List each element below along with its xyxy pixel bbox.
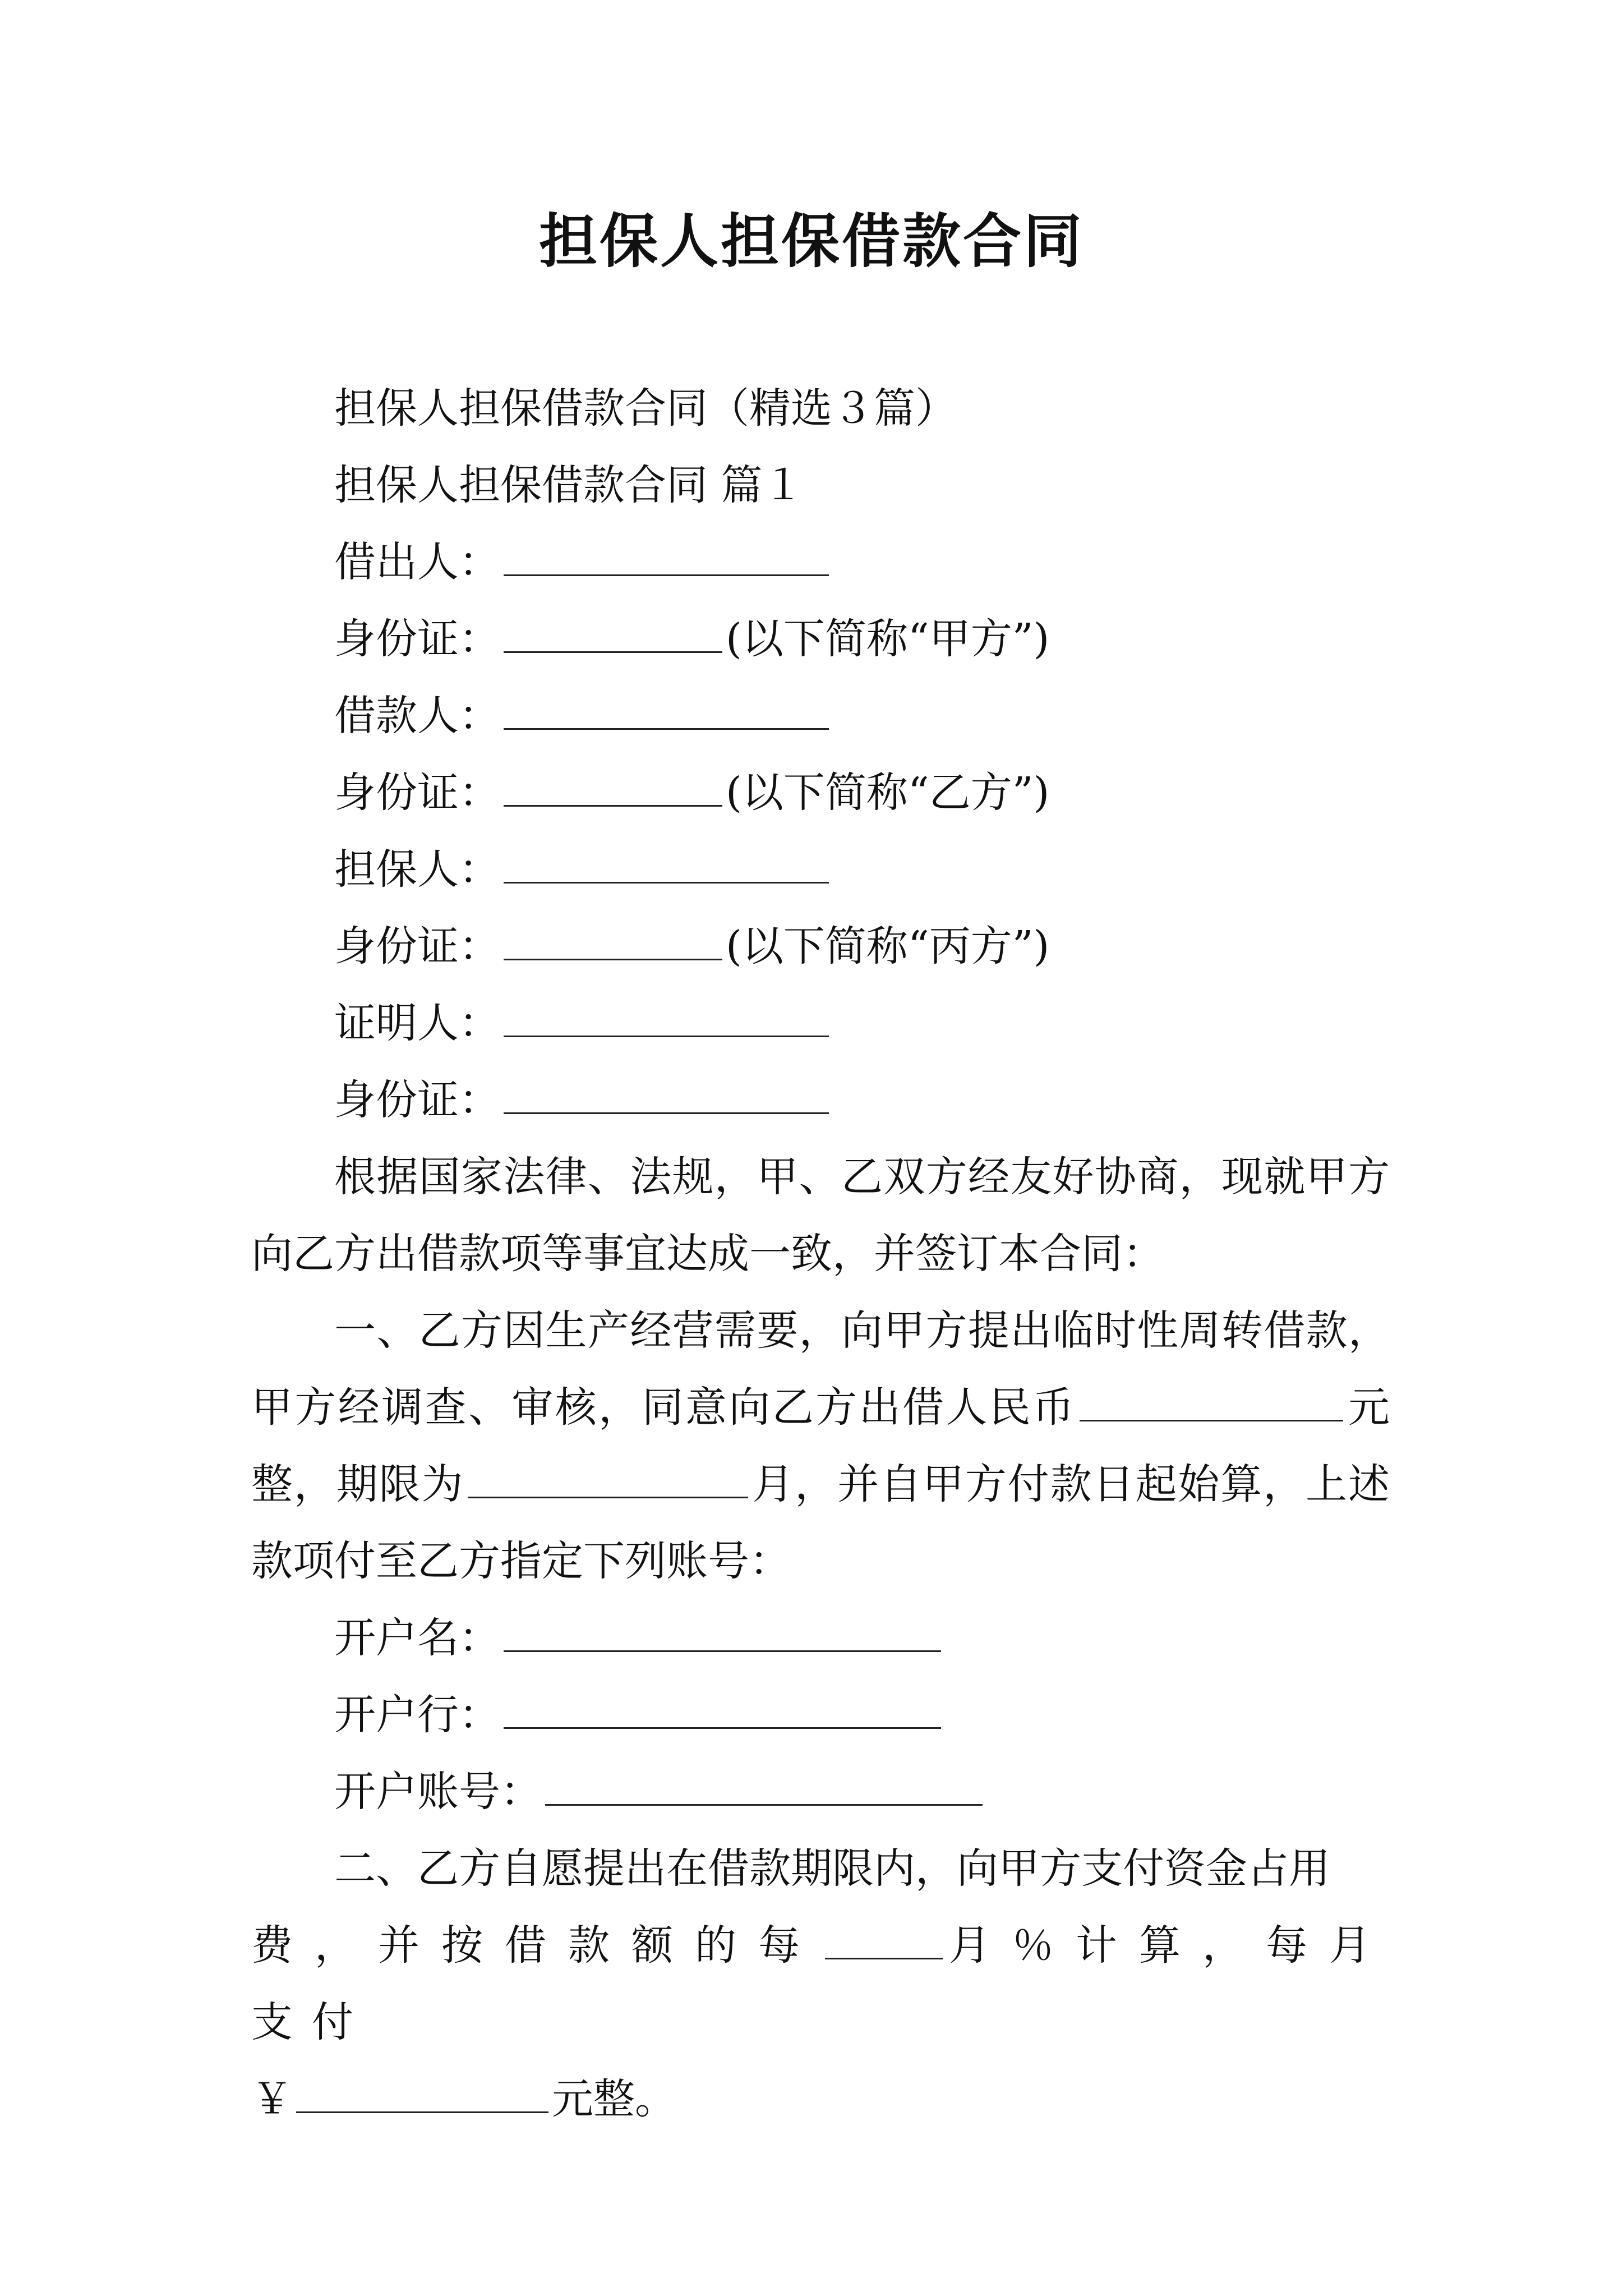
lender-id-line	[251, 601, 1390, 678]
clause-2-line-2	[251, 1907, 1390, 2061]
lender-id-label: 身份证：	[334, 615, 500, 663]
borrower-id-line	[251, 754, 1390, 831]
witness-line	[251, 985, 1390, 1062]
clause-2-line-3-b: 元整。	[552, 2075, 676, 2123]
guarantor-id-line	[251, 908, 1390, 985]
guarantor-blank	[504, 841, 829, 884]
guarantor-line	[251, 831, 1390, 908]
document-title: 担保人担保借款合同	[538, 207, 1084, 275]
guarantor-id-label: 身份证：	[334, 922, 500, 970]
account-number-blank	[545, 1764, 983, 1806]
lender-line	[251, 524, 1390, 601]
witness-blank	[504, 995, 829, 1037]
borrower-line	[251, 678, 1390, 754]
clause-2-line-3	[251, 2061, 1390, 2138]
account-name-label: 开户名：	[334, 1614, 500, 1662]
clause-1	[251, 1292, 1390, 1600]
lender-blank	[504, 534, 829, 576]
borrower-id-label: 身份证：	[334, 769, 500, 817]
clause-1-part1: 一、乙方因生产经营需要，向甲方提出临时性周转借款，甲方经调查、审核，同意向乙方出借人民币	[251, 1306, 1390, 1432]
clause-2-line-2-a: 费，并按借款额的每	[251, 1921, 822, 1970]
monthly-payment-blank	[296, 2071, 548, 2113]
document-subtitle: 担保人担保借款合同（精选３篇）	[334, 384, 957, 432]
section-heading: 担保人担保借款合同 篇１	[334, 461, 804, 509]
guarantor-id-blank	[504, 918, 722, 960]
guarantor-label: 担保人：	[334, 845, 500, 894]
witness-label: 证明人：	[334, 999, 500, 1047]
lender-id-blank	[504, 611, 722, 653]
lender-suffix: (以下简称“甲方”)	[726, 615, 1050, 663]
currency-symbol: ￥	[251, 2075, 293, 2123]
loan-term-blank	[468, 1456, 748, 1498]
monthly-rate-blank	[825, 1917, 943, 1959]
clause-2-line-2-b: 月％计算，每月支付	[251, 1921, 1390, 2046]
account-bank-label: 开户行：	[334, 1691, 500, 1739]
guarantor-suffix: (以下简称“丙方”)	[726, 922, 1050, 970]
lender-label: 借出人：	[334, 538, 500, 586]
witness-id-line	[251, 1062, 1390, 1139]
account-number-line	[251, 1754, 1390, 1830]
account-name-line	[251, 1600, 1390, 1677]
account-number-label: 开户账号：	[334, 1768, 542, 1816]
clause-2-line-1: 二、乙方自愿提出在借款期限内，向甲方支付资金占用	[334, 1844, 1330, 1893]
loan-amount-blank	[1080, 1379, 1343, 1421]
account-name-blank	[504, 1610, 941, 1652]
clause-1-part2: 元整，期限为	[251, 1383, 1390, 1508]
borrower-blank	[504, 688, 829, 730]
witness-id-label: 身份证：	[334, 1076, 500, 1124]
intro-paragraph: 根据国家法律、法规，甲、乙双方经友好协商，现就甲方向乙方出借款项等事宜达成一致，并签订本合同：	[251, 1153, 1390, 1278]
document-body	[251, 370, 1390, 2138]
clause-1-part3: 月，并自甲方付款日起始算，上述款项付至乙方指定下列账号：	[251, 1460, 1390, 1585]
witness-id-blank	[504, 1072, 829, 1114]
borrower-suffix: (以下简称“乙方”)	[726, 769, 1050, 817]
account-bank-blank	[504, 1687, 941, 1729]
account-bank-line	[251, 1677, 1390, 1754]
borrower-id-blank	[504, 765, 722, 807]
borrower-label: 借款人：	[334, 692, 500, 740]
